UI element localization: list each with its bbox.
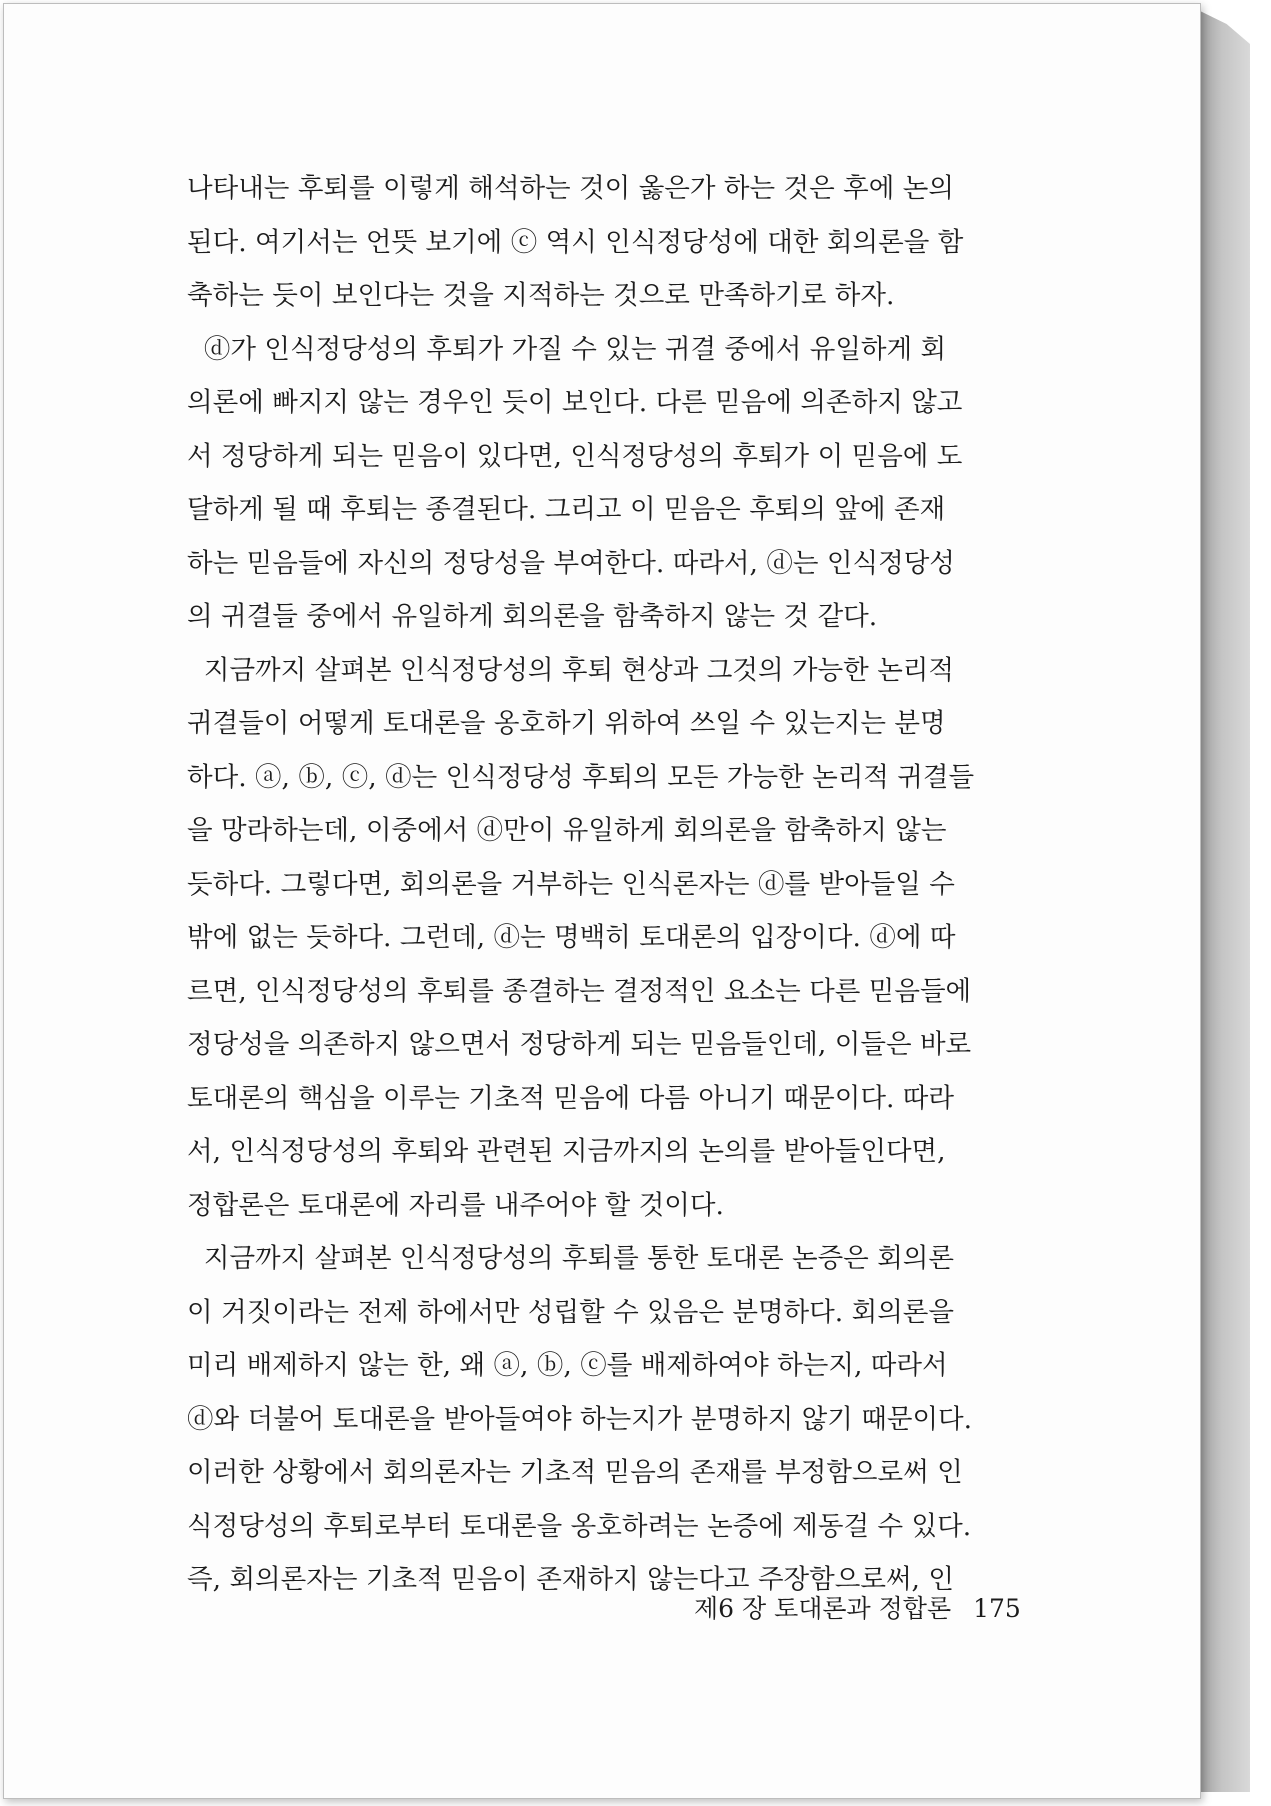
text-line: 축하는 듯이 보인다는 것을 지적하는 것으로 만족하기로 하자. xyxy=(187,280,895,311)
text-line: 을 망라하는데, 이중에서 ⓓ만이 유일하게 회의론을 함축하지 않는 xyxy=(187,815,947,846)
running-footer xyxy=(694,1589,1034,1629)
page-thickness-edge xyxy=(1198,10,1250,1792)
text-line: 된다. 여기서는 언뜻 보기에 ⓒ 역시 인식정당성에 대한 회의론을 함 xyxy=(187,226,964,258)
text-line: 지금까지 살펴본 인식정당성의 후퇴 현상과 그것의 가능한 논리적 xyxy=(187,654,954,686)
text-line: 르면, 인식정당성의 후퇴를 종결하는 결정적인 요소는 다른 믿음들에 xyxy=(187,975,972,1007)
text-line: 나타내는 후퇴를 이렇게 해석하는 것이 옳은가 하는 것은 후에 논의 xyxy=(187,173,954,204)
text-line: ⓓ가 인식정당성의 후퇴가 가질 수 있는 귀결 중에서 유일하게 회 xyxy=(187,333,947,365)
text-line: 의 귀결들 중에서 유일하게 회의론을 함축하지 않는 것 같다. xyxy=(187,601,878,632)
body-text xyxy=(187,162,1027,1607)
text-line: 지금까지 살펴본 인식정당성의 후퇴를 통한 토대론 논증은 회의론 xyxy=(187,1243,954,1274)
text-line: 밖에 없는 듯하다. 그런데, ⓓ는 명백히 토대론의 입장이다. ⓓ에 따 xyxy=(187,922,956,953)
text-line: 의론에 빠지지 않는 경우인 듯이 보인다. 다른 믿음에 의존하지 않고 xyxy=(187,387,963,418)
text-line: 미리 배제하지 않는 한, 왜 ⓐ, ⓑ, ⓒ를 배제하여야 하는지, 따라서 xyxy=(187,1350,948,1381)
text-line: 이러한 상황에서 회의론자는 기초적 믿음의 존재를 부정함으로써 인 xyxy=(187,1457,963,1488)
text-line: 즉, 회의론자는 기초적 믿음이 존재하지 않는다고 주장함으로써, 인 xyxy=(187,1564,954,1595)
text-line: 식정당성의 후퇴로부터 토대론을 옹호하려는 논증에 제동걸 수 있다. xyxy=(187,1510,972,1542)
text-line: ⓓ와 더불어 토대론을 받아들여야 하는지가 분명하지 않기 때문이다. xyxy=(187,1403,973,1435)
text-line: 서 정당하게 되는 믿음이 있다면, 인식정당성의 후퇴가 이 믿음에 도 xyxy=(187,440,963,472)
chapter-label: 제6 장 xyxy=(694,1594,767,1623)
text-line: 서, 인식정당성의 후퇴와 관련된 지금까지의 논의를 받아들인다면, xyxy=(187,1136,946,1167)
text-line: 토대론의 핵심을 이루는 기초적 믿음에 다름 아니기 때문이다. 따라 xyxy=(187,1082,954,1114)
text-line: 하는 믿음들에 자신의 정당성을 부여한다. 따라서, ⓓ는 인식정당성 xyxy=(187,547,955,579)
text-line: 듯하다. 그렇다면, 회의론을 거부하는 인식론자는 ⓓ를 받아들일 수 xyxy=(187,868,955,900)
text-line: 이 거짓이라는 전제 하에서만 성립할 수 있음은 분명하다. 회의론을 xyxy=(187,1296,954,1328)
text-line: 정합론은 토대론에 자리를 내주어야 할 것이다. xyxy=(187,1189,724,1221)
book-page xyxy=(3,3,1201,1799)
text-line: 귀결들이 어떻게 토대론을 옹호하기 위하여 쓰일 수 있는지는 분명 xyxy=(187,708,946,739)
text-line: 달하게 될 때 후퇴는 종결된다. 그리고 이 믿음은 후퇴의 앞에 존재 xyxy=(187,494,946,525)
text-line: 하다. ⓐ, ⓑ, ⓒ, ⓓ는 인식정당성 후퇴의 모든 가능한 논리적 귀결들 xyxy=(187,761,975,793)
text-line: 정당성을 의존하지 않으면서 정당하게 되는 믿음들인데, 이들은 바로 xyxy=(187,1029,972,1060)
page-number: 175 xyxy=(973,1594,1021,1623)
chapter-title: 토대론과 정합론 xyxy=(774,1594,952,1623)
